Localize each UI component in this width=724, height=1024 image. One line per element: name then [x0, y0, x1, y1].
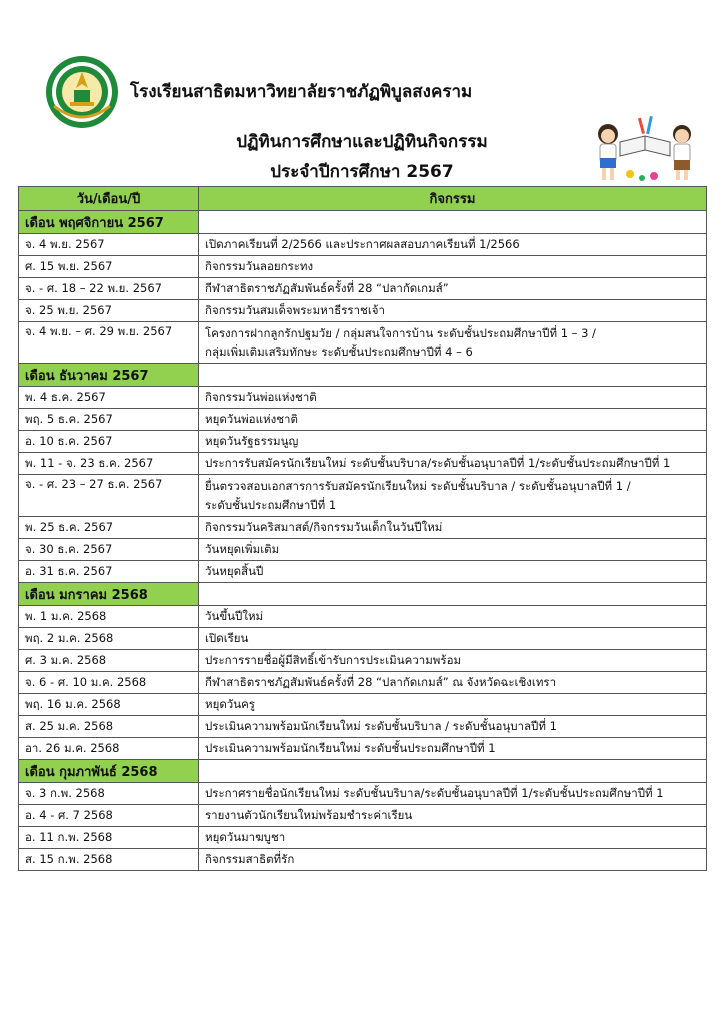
activity-cell	[199, 278, 707, 300]
school-name: โรงเรียนสาธิตมหาวิทยาลัยราชภัฏพิบูลสงคราม	[130, 82, 473, 102]
date-cell: พฤ. 16 ม.ค. 2568	[19, 694, 199, 716]
activity-cell	[199, 234, 707, 256]
activity-text: เปิดภาคเรียนที่ 2/2566 และประกาศผลสอบภาคเรียนที่ 1/2566	[205, 236, 520, 251]
calendar-body	[19, 211, 707, 871]
activity-text: โครงการฝากลูกรักปฐมวัย / กลุ่มสนใจการบ้าน ระดับชั้นประถมศึกษาปีที่ 1 – 3 /	[205, 325, 596, 340]
activity-text: ประเมินความพร้อมนักเรียนใหม่ ระดับชั้นบริบาล / ระดับชั้นอนุบาลปีที่ 1	[205, 718, 557, 733]
table-row	[19, 783, 707, 805]
activity-cell	[199, 805, 707, 827]
table-row	[19, 234, 707, 256]
activity-cell	[199, 431, 707, 453]
table-row	[19, 827, 707, 849]
date-cell: ส. 25 ม.ค. 2568	[19, 716, 199, 738]
table-row	[19, 606, 707, 628]
activity-text: หยุดวันพ่อแห่งชาติ	[205, 411, 298, 426]
table-row	[19, 561, 707, 583]
table-row	[19, 849, 707, 871]
activity-text: วันหยุดสิ้นปี	[205, 563, 264, 578]
activity-text: กีฬาสาธิตราชภัฏสัมพันธ์ครั้งที่ 28 “ปลากัดเกมส์” ณ จังหวัดฉะเชิงเทรา	[205, 674, 557, 689]
activity-cell	[199, 256, 707, 278]
date-cell: พ. 1 ม.ค. 2568	[19, 606, 199, 628]
date-cell: จ. 25 พ.ย. 2567	[19, 300, 199, 322]
table-row	[19, 256, 707, 278]
month-spacer-cell	[199, 583, 707, 606]
table-header-row	[19, 187, 707, 211]
activity-cell	[199, 409, 707, 431]
activity-cell	[199, 628, 707, 650]
month-header-row	[19, 583, 707, 606]
date-cell: จ. 30 ธ.ค. 2567	[19, 539, 199, 561]
activity-text: หยุดวันครู	[205, 696, 255, 711]
table-row	[19, 628, 707, 650]
school-logo-icon	[44, 54, 120, 130]
date-cell: ศ. 15 พ.ย. 2567	[19, 256, 199, 278]
table-row	[19, 805, 707, 827]
date-cell: จ. 3 ก.พ. 2568	[19, 783, 199, 805]
activity-text: กีฬาสาธิตราชภัฏสัมพันธ์ครั้งที่ 28 “ปลากัดเกมส์”	[205, 280, 449, 295]
activity-text: กิจกรรมวันพ่อแห่งชาติ	[205, 389, 317, 404]
activity-text: ประการรายชื่อผู้มีสิทธิ์เข้ารับการประเมินความพร้อม	[205, 652, 462, 667]
date-cell: พฤ. 5 ธ.ค. 2567	[19, 409, 199, 431]
table-row	[19, 453, 707, 475]
activity-text: กิจกรรมวันสมเด็จพระมหาธีรราชเจ้า	[205, 302, 385, 317]
activity-cell	[199, 783, 707, 805]
date-cell: ส. 15 ก.พ. 2568	[19, 849, 199, 871]
table-row	[19, 322, 707, 364]
date-cell: จ. - ศ. 23 – 27 ธ.ค. 2567	[19, 475, 199, 517]
activity-cell	[199, 539, 707, 561]
table-row	[19, 409, 707, 431]
activity-text: วันขึ้นปีใหม่	[205, 608, 264, 623]
activity-cell	[199, 606, 707, 628]
date-cell: จ. 4 พ.ย. – ศ. 29 พ.ย. 2567	[19, 322, 199, 364]
calendar-table	[18, 186, 707, 871]
activity-text: กิจกรรมสาธิตที่รัก	[205, 851, 295, 866]
table-row	[19, 278, 707, 300]
activity-cell	[199, 827, 707, 849]
activity-cell	[199, 300, 707, 322]
date-cell: พ. 4 ธ.ค. 2567	[19, 387, 199, 409]
month-header-row	[19, 211, 707, 234]
activity-text: ประการรับสมัครนักเรียนใหม่ ระดับชั้นบริบาล/ระดับชั้นอนุบาลปีที่ 1/ระดับชั้นประถมศึกษาปีที่ 1	[205, 455, 671, 470]
activity-text: เปิดเรียน	[205, 630, 249, 645]
date-cell: จ. - ศ. 18 – 22 พ.ย. 2567	[19, 278, 199, 300]
activity-cell	[199, 694, 707, 716]
month-label: เดือน พฤศจิกายน 2567	[19, 211, 199, 234]
activity-cell	[199, 849, 707, 871]
month-spacer-cell	[199, 364, 707, 387]
table-row	[19, 539, 707, 561]
date-cell: อ. 4 - ศ. 7 2568	[19, 805, 199, 827]
activity-cell	[199, 650, 707, 672]
activity-text: กิจกรรมวันลอยกระทง	[205, 258, 314, 273]
activity-text: กลุ่มเพิ่มเติมเสริมทักษะ ระดับชั้นประถมศึกษาปีที่ 4 – 6	[205, 344, 473, 359]
activity-text: หยุดวันมาฆบูชา	[205, 829, 286, 844]
date-cell: จ. 4 พ.ย. 2567	[19, 234, 199, 256]
date-cell: พ. 11 - จ. 23 ธ.ค. 2567	[19, 453, 199, 475]
month-spacer-cell	[199, 211, 707, 234]
activity-text: หยุดวันรัฐธรรมนูญ	[205, 433, 299, 448]
table-row	[19, 300, 707, 322]
activity-text: ระดับชั้นประถมศึกษาปีที่ 1	[205, 497, 337, 512]
activity-cell	[199, 561, 707, 583]
month-header-row	[19, 760, 707, 783]
date-cell: อ. 11 ก.พ. 2568	[19, 827, 199, 849]
kids-reading-illustration-icon	[590, 112, 700, 184]
document-title: ปฏิทินการศึกษาและปฏิทินกิจกรรม	[236, 132, 488, 152]
activity-text: กิจกรรมวันคริสมาสต์/กิจกรรมวันเด็กในวันปีใหม่	[205, 519, 443, 534]
month-header-row	[19, 364, 707, 387]
date-cell: ศ. 3 ม.ค. 2568	[19, 650, 199, 672]
activity-text: รายงานตัวนักเรียนใหม่พร้อมชำระค่าเรียน	[205, 807, 413, 822]
activity-cell	[199, 517, 707, 539]
month-label: เดือน กุมภาพันธ์ 2568	[19, 760, 199, 783]
document-header	[0, 0, 724, 185]
date-cell: พฤ. 2 ม.ค. 2568	[19, 628, 199, 650]
table-row	[19, 517, 707, 539]
activity-cell	[199, 475, 707, 517]
date-cell: อ. 10 ธ.ค. 2567	[19, 431, 199, 453]
date-cell: พ. 25 ธ.ค. 2567	[19, 517, 199, 539]
month-label: เดือน มกราคม 2568	[19, 583, 199, 606]
date-cell: อา. 26 ม.ค. 2568	[19, 738, 199, 760]
activity-cell	[199, 322, 707, 364]
activity-text: วันหยุดเพิ่มเติม	[205, 541, 280, 556]
activity-text: ประกาศรายชื่อนักเรียนใหม่ ระดับชั้นบริบาล/ระดับชั้นอนุบาลปีที่ 1/ระดับชั้นประถมศึกษาปีที่ 1	[205, 785, 664, 800]
month-spacer-cell	[199, 760, 707, 783]
table-row	[19, 738, 707, 760]
table-row	[19, 431, 707, 453]
activity-cell	[199, 453, 707, 475]
activity-cell	[199, 387, 707, 409]
academic-year-title: ประจำปีการศึกษา 2567	[270, 162, 454, 182]
activity-text: ยื่นตรวจสอบเอกสารการรับสมัครนักเรียนใหม่ ระดับชั้นบริบาล / ระดับชั้นอนุบาลปีที่ 1 /	[205, 478, 631, 493]
activity-text: ประเมินความพร้อมนักเรียนใหม่ ระดับชั้นประถมศึกษาปีที่ 1	[205, 740, 496, 755]
date-cell: จ. 6 - ศ. 10 ม.ค. 2568	[19, 672, 199, 694]
table-row	[19, 716, 707, 738]
column-header-date: วัน/เดือน/ปี	[19, 187, 199, 211]
table-row	[19, 650, 707, 672]
table-row	[19, 475, 707, 517]
table-row	[19, 672, 707, 694]
date-cell: อ. 31 ธ.ค. 2567	[19, 561, 199, 583]
table-row	[19, 694, 707, 716]
activity-cell	[199, 672, 707, 694]
column-header-activity: กิจกรรม	[199, 187, 707, 211]
month-label: เดือน ธันวาคม 2567	[19, 364, 199, 387]
activity-cell	[199, 738, 707, 760]
activity-cell	[199, 716, 707, 738]
table-row	[19, 387, 707, 409]
